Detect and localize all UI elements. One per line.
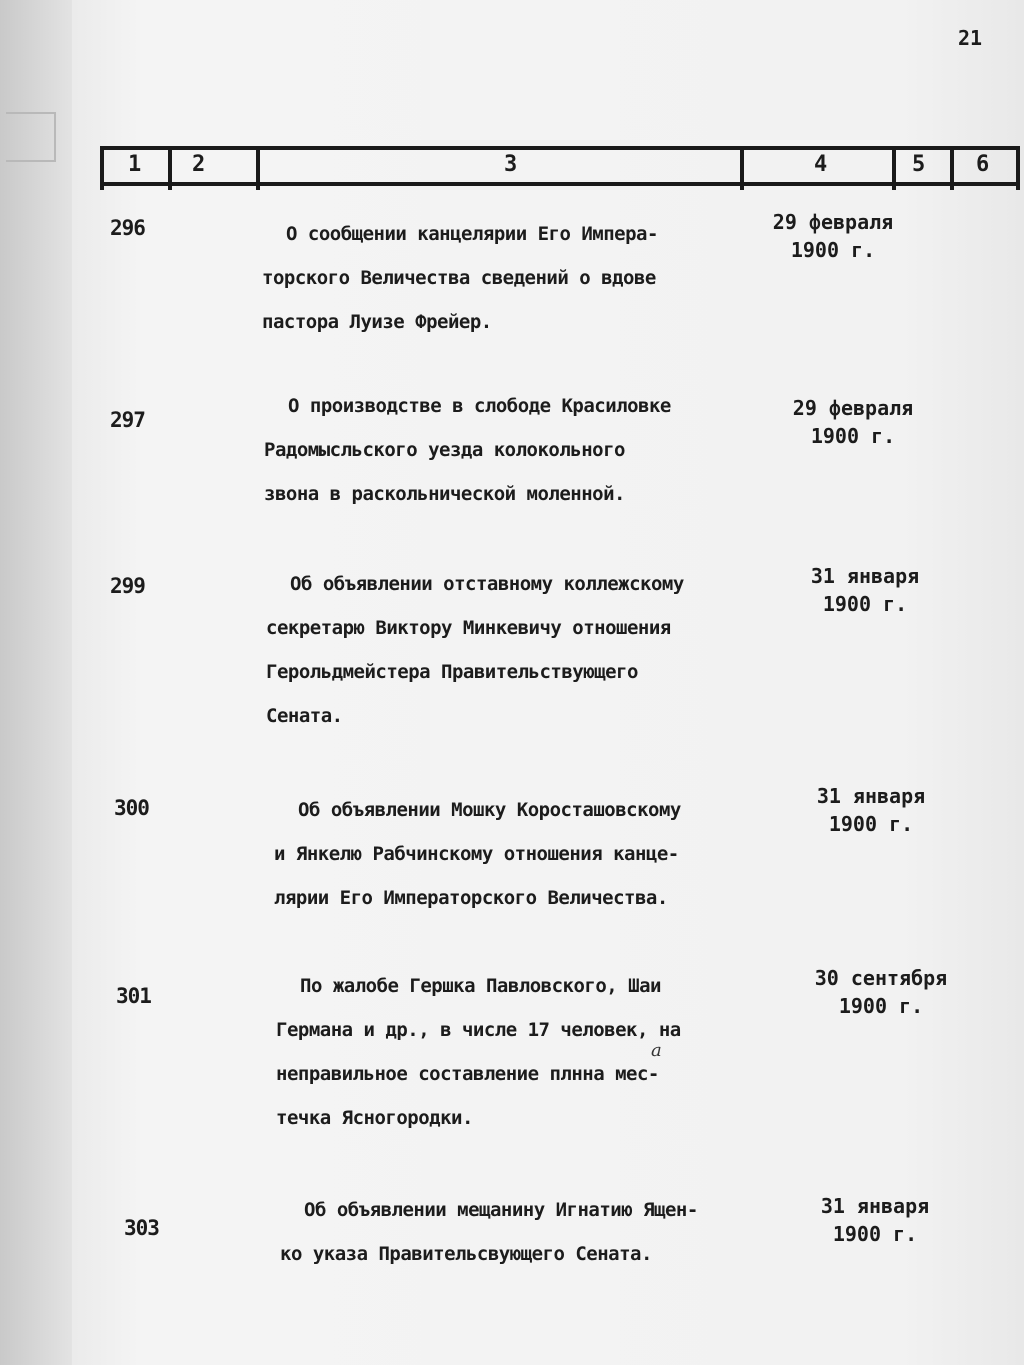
description-line: звона в раскольнической моленной.	[264, 483, 625, 505]
description-line: Герольдмейстера Правительствующего	[266, 661, 638, 683]
header-bottom-rule	[100, 182, 1020, 186]
date-day-month: 29 февраля	[792, 396, 914, 420]
entry-number: 300	[114, 796, 149, 820]
date-year: 1900 г.	[828, 812, 914, 836]
date-day-month: 31 января	[816, 784, 926, 808]
description-line: Радомысльского уезда колокольного	[264, 439, 625, 461]
column-label-6: 6	[976, 152, 990, 177]
description-line: О сообщении канцелярии Его Импера-	[286, 223, 658, 245]
description-line: и Янкелю Рабчинскому отношения канце-	[274, 843, 679, 865]
column-label-2: 2	[192, 152, 206, 177]
entry-description	[264, 384, 671, 516]
header-divider	[100, 146, 104, 190]
date-day-month: 30 сентября	[814, 966, 948, 990]
handwritten-correction: а	[651, 1040, 662, 1061]
header-divider	[168, 146, 172, 190]
date-day-month: 29 февраля	[772, 210, 894, 234]
header-top-rule	[100, 146, 1020, 150]
description-line: пастора Луизе Фрейер.	[262, 311, 492, 333]
table-header	[100, 146, 1020, 190]
date-year: 1900 г.	[822, 592, 908, 616]
entry-number: 299	[110, 574, 145, 598]
header-divider	[1016, 146, 1020, 190]
entry-date	[778, 394, 928, 450]
header-divider	[256, 146, 260, 190]
date-day-month: 31 января	[810, 564, 920, 588]
header-divider	[950, 146, 954, 190]
description-line: лярии Его Императорского Величества.	[274, 887, 668, 909]
description-line: неправильное составление плнна мес-	[276, 1063, 659, 1085]
column-label-1: 1	[128, 152, 142, 177]
description-line: Об объявлении мещанину Игнатию Ящен-	[304, 1199, 698, 1221]
entry-description	[266, 562, 684, 738]
description-line: По жалобе Гершка Павловского, Шаи	[300, 975, 661, 997]
binding-mark	[6, 112, 56, 162]
description-line: О производстве в слободе Красиловке	[288, 395, 671, 417]
description-line: Об объявлении отставному коллежскому	[290, 573, 684, 595]
entry-number: 303	[124, 1216, 159, 1240]
entry-number: 297	[110, 408, 145, 432]
entry-date	[808, 1192, 942, 1248]
entry-description	[274, 788, 681, 920]
entry-date	[802, 964, 960, 1020]
entry-date	[800, 562, 930, 618]
date-year: 1900 г.	[790, 238, 876, 262]
entry-number: 296	[110, 216, 145, 240]
description-line: ко указа Правительсвующего Сената.	[280, 1243, 652, 1265]
date-year: 1900 г.	[810, 424, 896, 448]
description-line: Об объявлении Мошку Коросташовскому	[298, 799, 681, 821]
date-year: 1900 г.	[838, 994, 924, 1018]
entry-date	[758, 208, 908, 264]
entry-description	[280, 1188, 698, 1276]
entry-number: 301	[116, 984, 151, 1008]
description-line: течка Ясногородки.	[276, 1107, 473, 1129]
description-line: секретарю Виктору Минкевичу отношения	[266, 617, 671, 639]
header-divider	[740, 146, 744, 190]
entry-date	[806, 782, 936, 838]
description-line: торского Величества сведений о вдове	[262, 267, 656, 289]
entry-description	[262, 212, 658, 344]
entry-description	[276, 964, 681, 1140]
date-day-month: 31 января	[820, 1194, 930, 1218]
date-year: 1900 г.	[832, 1222, 918, 1246]
column-label-4: 4	[814, 152, 828, 177]
header-divider	[892, 146, 896, 190]
binding-edge	[0, 0, 72, 1365]
page-number: 21	[958, 26, 983, 50]
description-line: Сената.	[266, 705, 343, 727]
column-label-3: 3	[504, 152, 518, 177]
column-label-5: 5	[912, 152, 926, 177]
description-line: Германа и др., в числе 17 человек, на	[276, 1019, 681, 1041]
